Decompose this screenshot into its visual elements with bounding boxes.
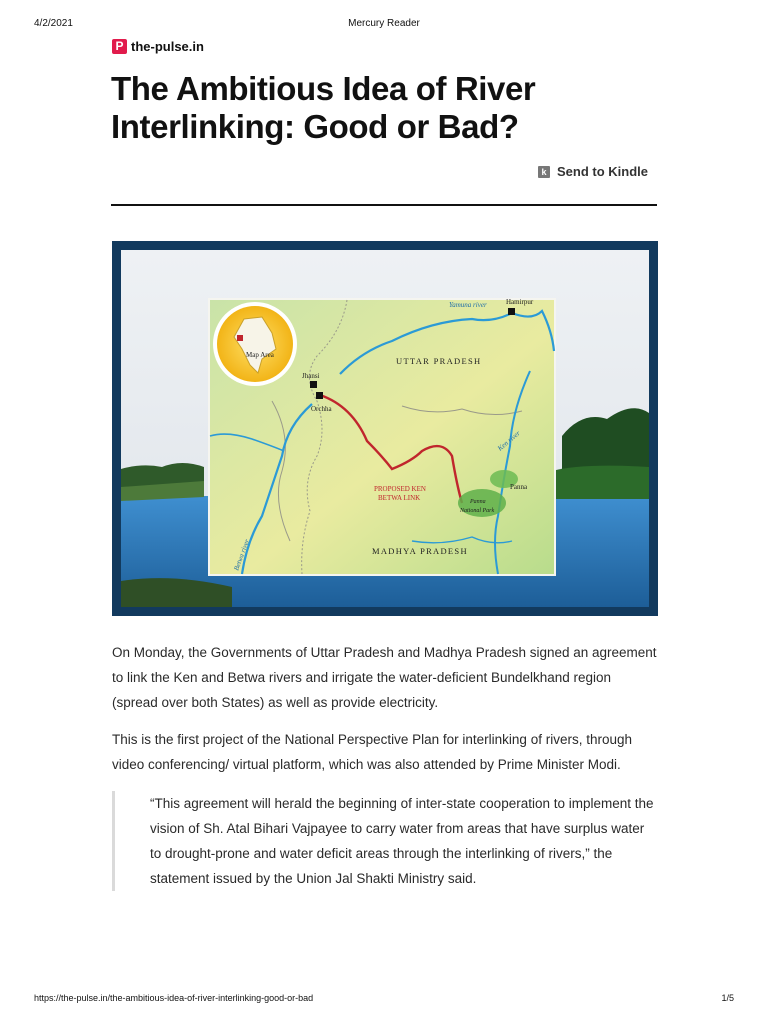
print-footer [0,993,768,1007]
ken-river-label: Ken river [496,429,522,453]
article-title: The Ambitious Idea of River Interlinking: Good or Bad? [111,70,536,145]
park-label-line2: National Park [460,508,495,514]
article-paragraph: This is the first project of the National Perspective Plan for interlinking of rivers, through video conferencing/ virtual platform, which was also attended by Prime Minister Modi. [112,732,632,772]
hero-image [112,241,658,616]
print-header [0,18,768,32]
article-body [112,640,658,903]
panna-label: Panna [510,483,528,491]
site-name[interactable]: the-pulse.in [131,39,204,54]
park-label-line1: Panna [470,499,486,505]
uttar-pradesh-label: UTTAR PRADESH [396,356,482,366]
hamirpur-label: Hamirpur [506,298,534,306]
site-branding[interactable] [112,39,204,54]
print-app-title: Mercury Reader [348,18,420,29]
river-map-illustration [112,241,658,616]
orchha-label: Orchha [311,405,332,413]
link-label-line1: PROPOSED KEN [374,485,426,493]
madhya-pradesh-label: MADHYA PRADESH [372,546,468,556]
article-quote [112,791,658,891]
kindle-icon: k [538,166,550,178]
send-to-kindle-button[interactable] [538,164,648,179]
article-paragraph: On Monday, the Governments of Uttar Pradesh and Madhya Pradesh signed an agreement to link the Ken and Betwa rivers and irrigate the water-deficient Bundelkhand region (spread over both States) as well as provide electricity. [112,645,657,710]
page-url: https://the-pulse.in/the-ambitious-idea-of-river-interlinking-good-or-bad [34,993,314,1003]
yamuna-label: Yamuna river [449,301,487,309]
print-date: 4/2/2021 [34,18,73,29]
send-to-kindle-label: Send to Kindle [557,164,648,179]
jhansi-label: Jhansi [302,372,320,380]
quote-text: “This agreement will herald the beginning of inter-state cooperation to implement the vision of Sh. Atal Bihari Vajpayee to carry water from areas that have surplus water to drought-prone and water deficit areas through the interlinking of rivers,” the statement issued by the Union Jal Shakti Ministry said. [150,796,654,886]
link-label-line2: BETWA LINK [378,494,421,502]
site-logo-icon: P [112,39,127,54]
title-divider [111,204,657,206]
page-number: 1/5 [721,993,734,1003]
betwa-river-label: Betwa river [232,538,252,572]
inset-label: Map Area [246,351,274,359]
